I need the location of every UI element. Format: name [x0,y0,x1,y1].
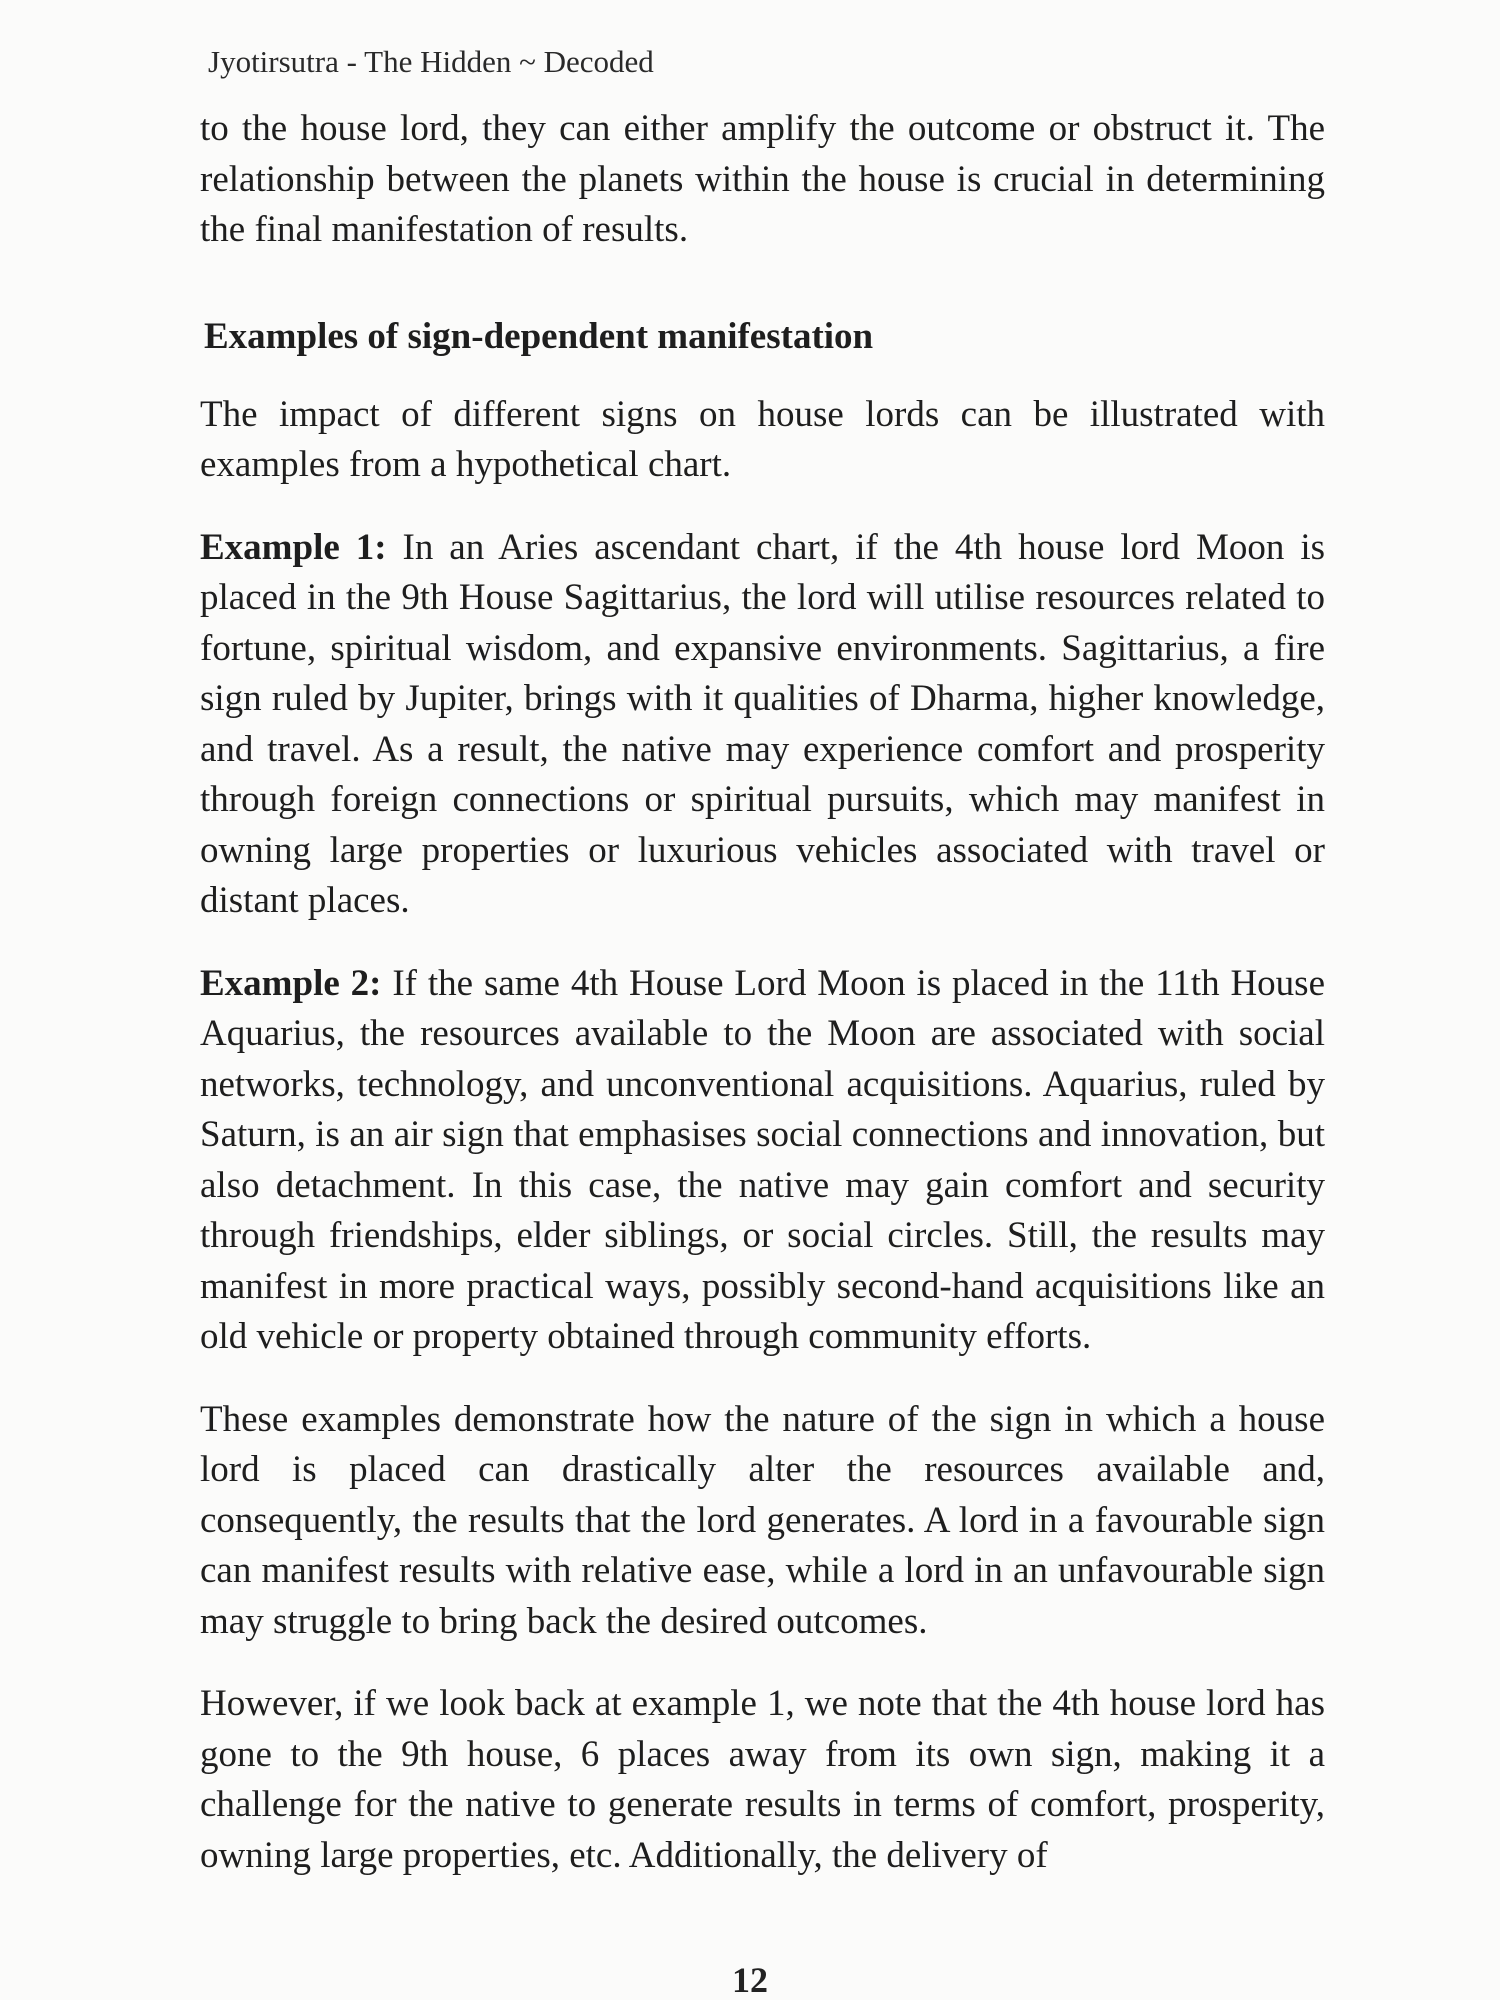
running-head: Jyotirsutra - The Hidden ~ Decoded [208,44,654,79]
example-1-paragraph [200,523,1325,927]
intro-paragraph: The impact of different signs on house lords can be illustrated with examples from a hypothetical chart. [200,393,1325,485]
page-number: 12 [732,1960,768,2000]
example-1-label: Example 1: [200,526,387,568]
closing-paragraph: However, if we look back at example 1, we note that the 4th house lord has gone to the 9th house, 6 places away from its own sign, making it a challenge for the native to generate results in terms of comfort, prosperity, owning large properties, etc. Additionally, the delivery of [200,1683,1325,1876]
summary-paragraph: These examples demonstrate how the nature of the sign in which a house lord is placed can drastically alter the resources available and, consequently, the results that the lord generates. A lord in a favourable sign can manifest results with relative ease, while a lord in an unfavourable sign may struggle to bring back the desired outcomes. [200,1398,1325,1642]
example-2-text: If the same 4th House Lord Moon is placed in the 11th House Aquarius, the resources available to the Moon are associated with social networks, technology, and unconventional acquisitions. Aquarius, ruled by Saturn, is an air sign that emphasises social connections and innovation, but also detachment. In this case, the native may gain comfort and security through friendships, elder siblings, or social circles. Still, the results may manifest in more practical ways, possibly second-hand acquisitions like an old vehicle or property obtained through community efforts. [200,962,1325,1357]
example-2-paragraph [200,959,1325,1363]
example-2-label: Example 2: [200,962,382,1004]
body-text [200,104,1325,1913]
continuation-paragraph: to the house lord, they can either amplify the outcome or obstruct it. The relationship between the planets within the house is crucial in determining the final manifestation of results. [200,108,1325,250]
example-1-text: In an Aries ascendant chart, if the 4th house lord Moon is placed in the 9th House Sagittarius, the lord will utilise resources related to fortune, spiritual wisdom, and expansive environments. Sagittarius, a fire sign ruled by Jupiter, brings with it qualities of Dharma, higher knowledge, and travel. As a result, the native may experience comfort and prosperity through foreign connections or spiritual pursuits, which may manifest in owning large properties or luxurious vehicles associated with travel or distant places. [200,526,1325,921]
section-heading: Examples of sign-dependent manifestation [204,315,874,357]
